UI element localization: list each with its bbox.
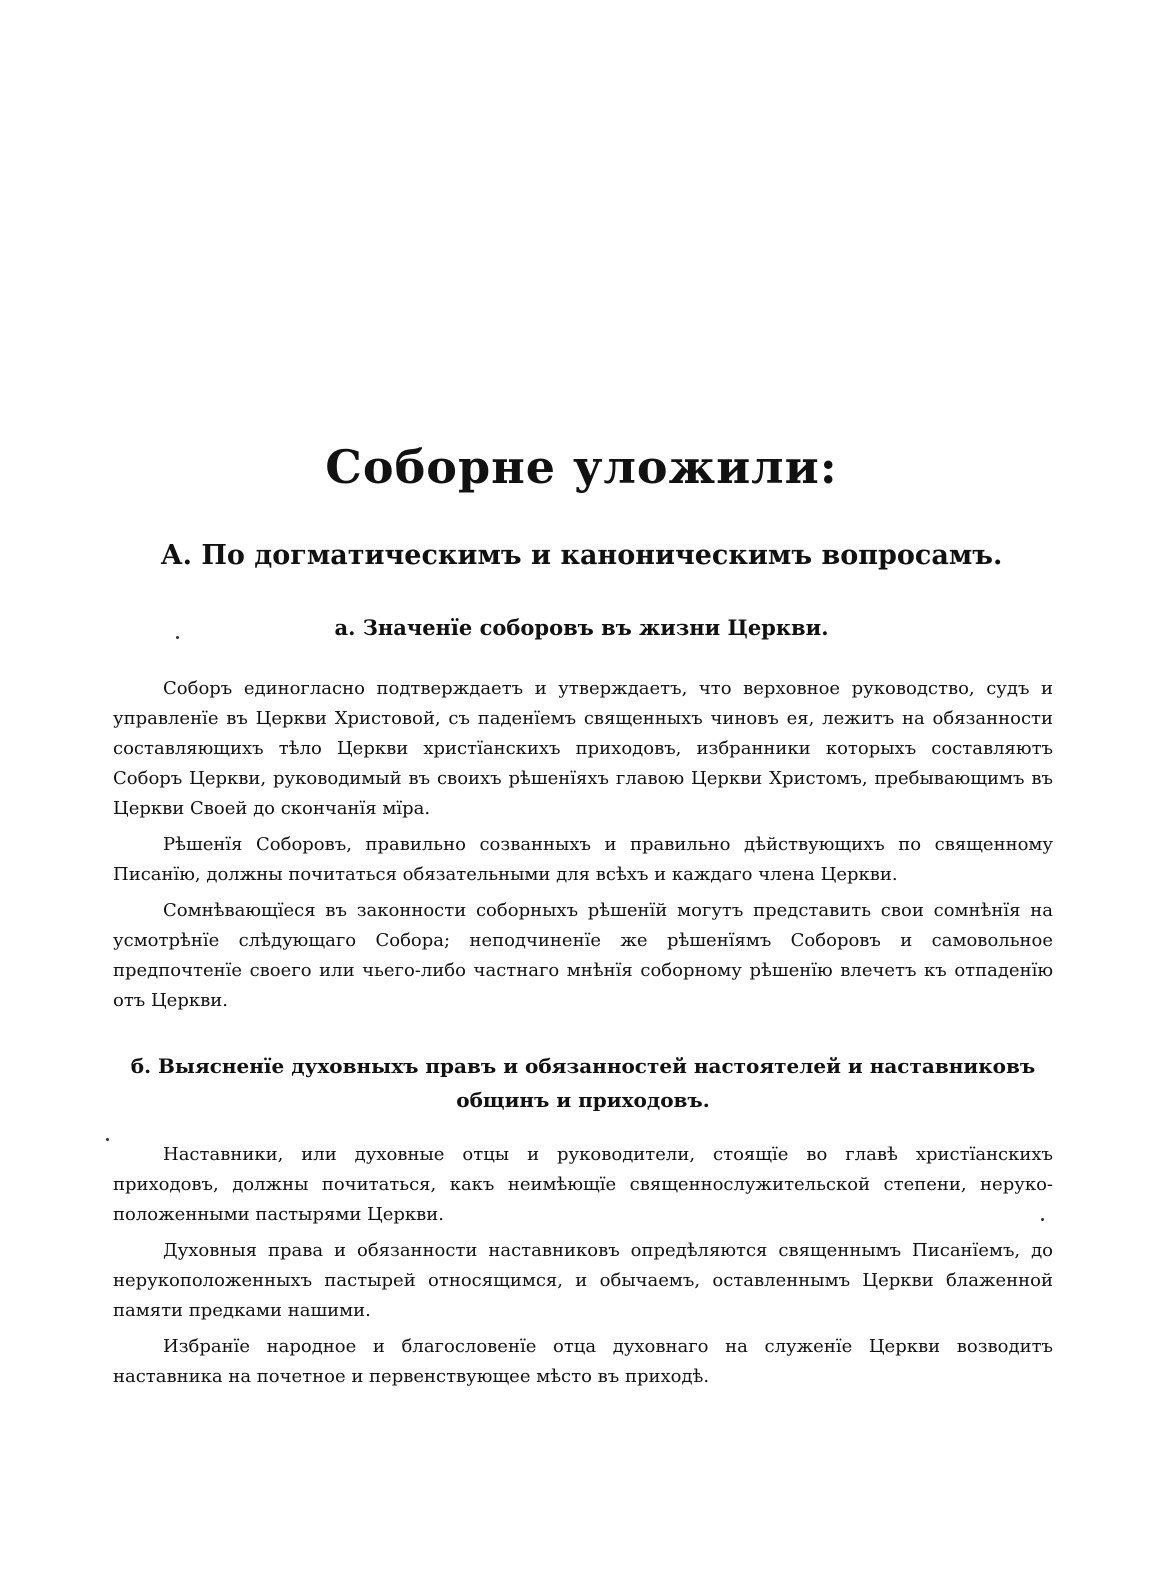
print-speck xyxy=(1041,1218,1044,1221)
print-speck xyxy=(106,1138,109,1141)
paragraph: Соборъ единогласно подтверждаетъ и утверждаетъ, что верховное руководство, судъ и управленїе въ Церкви Христовой, съ паденїемъ священныхъ чиновъ ея, лежитъ на обязанности составляющихъ тѣло Церкви христїанскихъ приходовъ, избранники которыхъ составляютъ Соборъ Церкви, руководимый въ своихъ рѣшенїяхъ главою Церкви Христомъ, пребывающимъ въ Церкви Своей до скончанїя мїра. xyxy=(113,678,1053,819)
paragraph: Рѣшенїя Соборовъ, правильно созванныхъ и правильно дѣйствующихъ по священному Писанїю, должны почитаться обязательными для всѣхъ и каждаго члена Церкви. xyxy=(113,834,1053,885)
print-speck xyxy=(176,636,179,639)
section-2-heading: б. Выясненїе духовныхъ правъ и обязанностей настоятелей и наставниковъ общинъ и приходовъ. xyxy=(130,1054,1036,1112)
section-1-body xyxy=(113,674,1053,1022)
page-title: Соборне уложили: xyxy=(325,440,838,494)
section-2-body xyxy=(113,1140,1053,1398)
paragraph: Наставники, или духовные отцы и руководители, стоящїе во главѣ христїанскихъ приходовъ, должны почитаться, какъ неимѣющїе священнослужительской степени, неруко-положенными пастырями Церкви. xyxy=(113,1144,1053,1225)
paragraph: Сомнѣвающїеся въ законности соборныхъ рѣшенїй могутъ представить свои сомнѣнїя на усмотрѣнїе слѣдующаго Собора; неподчиненїе же рѣшенїямъ Соборовъ и самовольное предпочтенїе своего или чьего-либо частнаго мнѣнїя соборному рѣшенїю влечетъ къ отпаденїю отъ Церкви. xyxy=(113,900,1053,1011)
paragraph: Духовныя права и обязанности наставниковъ опредѣляются священнымъ Писанїемъ, до нерукоположенныхъ пастырей относящимся, и обычаемъ, оставленнымъ Церкви блаженной памяти предками нашими. xyxy=(113,1240,1053,1321)
section-1-heading: а. Значенїе соборовъ въ жизни Церкви. xyxy=(334,615,829,640)
part-a-heading: А. По догматическимъ и каноническимъ вопросамъ. xyxy=(160,540,1003,571)
paragraph: Избранїе народное и благословенїе отца духовнаго на служенїе Церкви возводитъ наставника на почетное и первенствующее мѣсто въ приходѣ. xyxy=(113,1336,1053,1387)
